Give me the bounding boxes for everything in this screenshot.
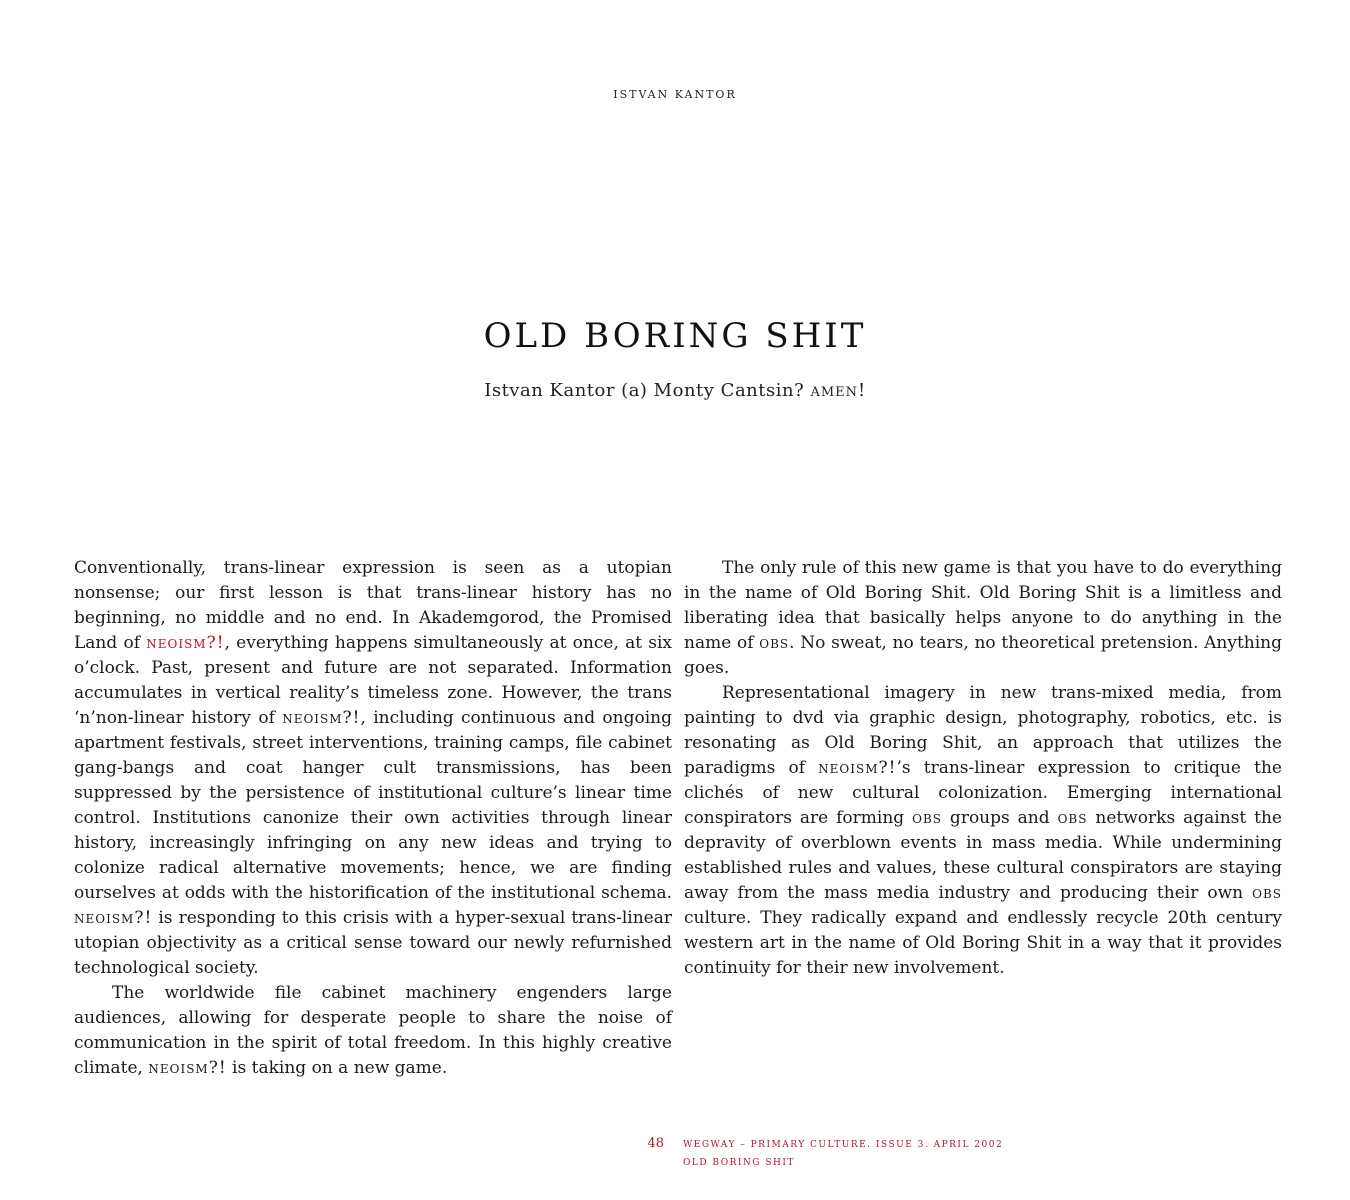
neoism-term: neoism?!	[818, 758, 897, 778]
byline-author: Istvan Kantor (a) Monty Cantsin?	[484, 380, 811, 401]
paragraph	[684, 556, 1282, 681]
obs-term: obs	[759, 633, 790, 653]
neoism-term-highlight: neoism?!	[146, 633, 225, 653]
text-run: networks against the depravity of overblown events in mass media. While undermining established rules and values, these cultural conspirators are staying away from the mass media industry and producing their own	[684, 808, 1282, 903]
text-run: The worldwide file cabinet machinery engenders large audiences, allowing for desperate people to share the noise of communication in the spirit of total freedom. In this highly creative climate,	[74, 983, 672, 1078]
byline	[0, 380, 1350, 401]
paragraph	[74, 981, 672, 1081]
text-run: is responding to this crisis with a hyper-sexual trans-linear utopian objectivity as a critical sense toward our newly refurnished technological society.	[74, 908, 672, 978]
obs-term: obs	[1057, 808, 1088, 828]
text-run: groups and	[942, 808, 1058, 828]
obs-term: obs	[912, 808, 942, 828]
obs-term: obs	[1252, 883, 1282, 903]
left-column	[74, 556, 672, 1081]
text-run: The only rule of this new game is that you have to do everything in the name of Old Boring Shit. Old Boring Shit is a limitless and liberating idea that basically helps anyone to do anything in the name of	[684, 558, 1282, 653]
neoism-term: neoism?!	[74, 908, 153, 928]
text-run: . No sweat, no tears, no theoretical pretension. Anything goes.	[684, 633, 1282, 678]
paragraph	[684, 681, 1282, 981]
text-run: Conventionally, trans-linear expression is seen as a utopian nonsense; our first lesson is that trans-linear history has no beginning, no middle and no end. In Akademgorod, the Promised Land of	[74, 558, 672, 653]
text-run: ’s trans-linear expression to critique the clichés of new cultural colonization. Emerging international conspirators are forming	[684, 758, 1282, 828]
byline-amen: amen	[810, 380, 859, 401]
page-number: 48	[647, 1136, 664, 1151]
footer-publication: WEGWAY – PRIMARY CULTURE. ISSUE 3. APRIL 2002	[683, 1140, 1004, 1150]
paragraph	[74, 556, 672, 981]
neoism-term: neoism?!	[148, 1058, 227, 1078]
byline-end: !	[858, 380, 866, 401]
running-head: ISTVAN KANTOR	[613, 88, 737, 101]
text-run: , everything happens simultaneously at once, at six o’clock. Past, present and future are not separated. Information accumulates in vertical reality’s timeless zone. However, the trans ‘n’non-linear history of	[74, 633, 673, 728]
text-run: culture. They radically expand and endlessly recycle 20th century western art in the name of Old Boring Shit in a way that it provides continuity for their new involvement.	[684, 908, 1282, 978]
right-column	[684, 556, 1282, 981]
neoism-term: neoism?!	[282, 708, 361, 728]
footer-article-title: OLD BORING SHIT	[683, 1158, 795, 1168]
article-title: OLD BORING SHIT	[483, 316, 867, 356]
text-run: Representational imagery in new trans-mixed media, from painting to dvd via graphic design, photography, robotics, etc. is resonating as Old Boring Shit, an approach that utilizes the paradigms of	[684, 683, 1282, 778]
text-run: is taking on a new game.	[226, 1058, 448, 1078]
text-run: , including continuous and ongoing apartment festivals, street interventions, training camps, file cabinet gang-bangs and coat hanger cult transmissions, has been suppressed by the persistence of institutional culture’s linear time control. Institutions canonize their own activities through linear history, increasingly infringing on any new ideas and trying to colonize radical alternative movements; hence, we are finding ourselves at odds with the historification of the institutional schema.	[74, 708, 672, 903]
